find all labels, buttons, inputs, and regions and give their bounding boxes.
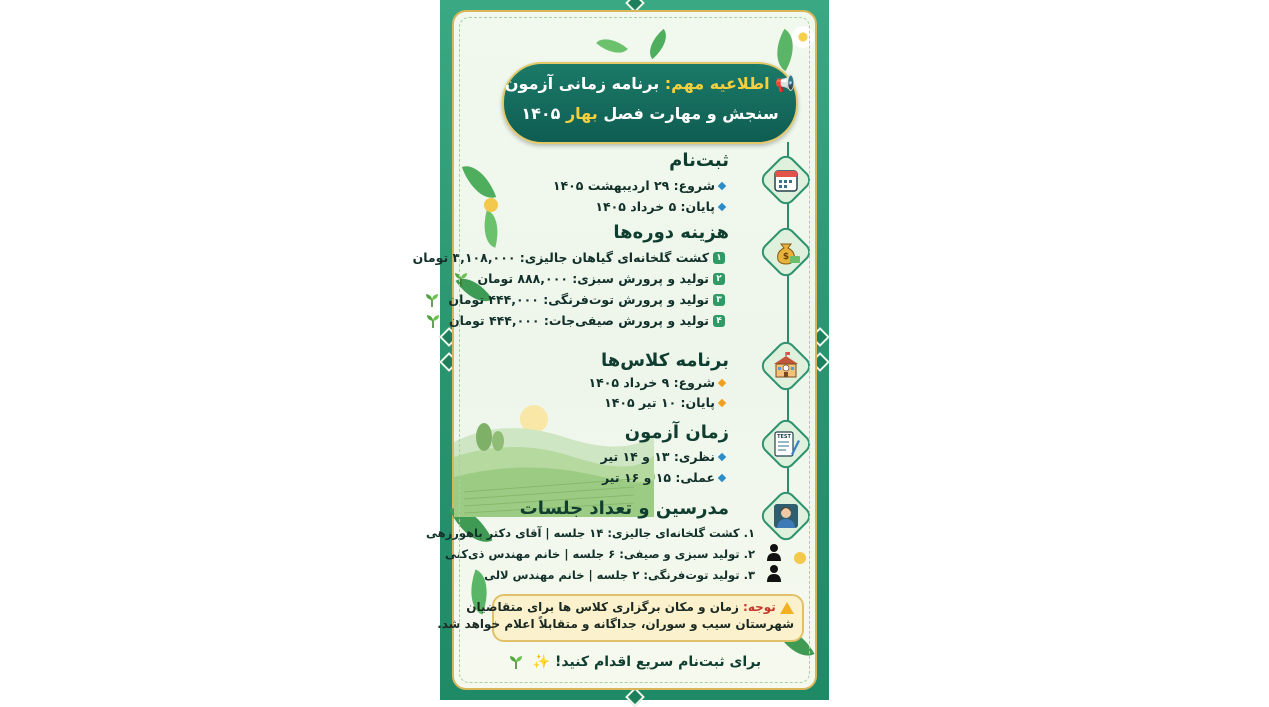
flower-decoration [794, 552, 806, 564]
sprout-icon [424, 293, 440, 307]
sprout-icon [425, 314, 441, 328]
school-building-icon [772, 352, 800, 380]
bullet-icon [718, 452, 726, 460]
registration-end: پایان: ۵ خرداد ۱۴۰۵ [595, 199, 725, 214]
banner-line-1 [504, 74, 796, 93]
test-label: TEST [777, 434, 791, 440]
banner-title-part: سنجش و مهارت فصل [597, 104, 779, 123]
exam-theory: نظری: ۱۳ و ۱۴ تیر [601, 449, 725, 464]
cta-text: برای ثبت‌نام سریع اقدام کنید! ✨ [532, 654, 762, 670]
exam-title: زمان آزمون [624, 422, 729, 443]
flower-decoration [484, 198, 498, 212]
exam-badge [762, 420, 810, 468]
money-bag-icon [772, 238, 800, 266]
notice-line-1: زمان و مکان برگزاری کلاس ها برای متقاضیان [466, 600, 744, 614]
warning-icon [780, 602, 794, 614]
exam-practical: عملی: ۱۵ و ۱۶ تیر [602, 470, 725, 485]
instructor-item-3: ۳. تولید توت‌فرنگی: ۲ جلسه | خانم مهندس لالی [484, 568, 755, 582]
teacher-avatar-icon [772, 502, 800, 530]
bullet-icon [718, 181, 726, 189]
cost-item-1: ۱ کشت گلخانه‌ای گیاهان جالیزی: ۳,۱۰۸,۰۰۰ تومان [413, 250, 725, 265]
instructor-item-1: ۱. کشت گلخانه‌ای جالیزی: ۱۴ جلسه | آقای دکتر باهورزهی [425, 526, 755, 540]
person-icon [766, 543, 782, 561]
bullet-icon [718, 398, 726, 406]
cost-item-4: ۴ تولید و پرورش صیفی‌جات: ۴۴۴,۰۰۰ تومان [425, 313, 725, 328]
header-banner [502, 62, 798, 144]
teacher-badge [762, 492, 810, 540]
costs-title: هزینه دوره‌ها [613, 222, 729, 243]
sprout-icon [453, 272, 469, 286]
leaf-decoration [642, 29, 674, 59]
registration-title: ثبت‌نام [669, 150, 729, 171]
banner-title-part: برنامه زمانی آزمون [504, 74, 665, 93]
banner-line-2 [504, 104, 796, 123]
registration-start: شروع: ۲۹ اردیبهشت ۱۴۰۵ [553, 178, 725, 193]
banner-year: ۱۴۰۵ [521, 104, 566, 123]
season-highlight: بهار [565, 104, 598, 123]
bullet-icon [718, 473, 726, 481]
instructors-title: مدرسین و تعداد جلسات [519, 498, 729, 519]
svg-text:$: $ [782, 252, 790, 262]
call-to-action [454, 654, 815, 670]
calendar-badge [762, 156, 810, 204]
cost-item-3: ۳ تولید و پرورش توت‌فرنگی: ۴۴۴,۰۰۰ تومان [424, 292, 725, 307]
important-announcement-label: 📢 اطلاعیه مهم: [664, 74, 796, 93]
bullet-icon [718, 202, 726, 210]
flower-decoration [792, 26, 814, 48]
money-badge [762, 228, 810, 276]
cost-item-2: ۲ تولید و پرورش سبزی: ۸۸۸,۰۰۰ تومان [453, 271, 725, 286]
school-badge [762, 342, 810, 390]
classes-end: پایان: ۱۰ تیر ۱۴۰۵ [604, 395, 725, 410]
notice-line-2: شهرستان سیب و سوران، جداگانه و متقابلاً اعلام خواهد شد. [437, 617, 794, 631]
announcement-poster [412, 0, 829, 700]
test-paper-icon [772, 430, 800, 458]
notice-label: توجه: [743, 600, 776, 614]
poster-panel [412, 10, 817, 690]
person-icon [766, 564, 782, 582]
instructor-item-2: ۲. تولید سبزی و صیفی: ۶ جلسه | خانم مهندس ذی‌کنی [445, 547, 755, 561]
sprout-icon [508, 655, 524, 669]
leaf-decoration [478, 210, 504, 248]
calendar-icon [772, 166, 800, 194]
bullet-icon [718, 378, 726, 386]
leaf-decoration [596, 31, 628, 61]
classes-title: برنامه کلاس‌ها [600, 350, 729, 371]
classes-start: شروع: ۹ خرداد ۱۴۰۵ [588, 375, 725, 390]
notice-box [437, 594, 804, 642]
frame-ornament [625, 687, 645, 707]
